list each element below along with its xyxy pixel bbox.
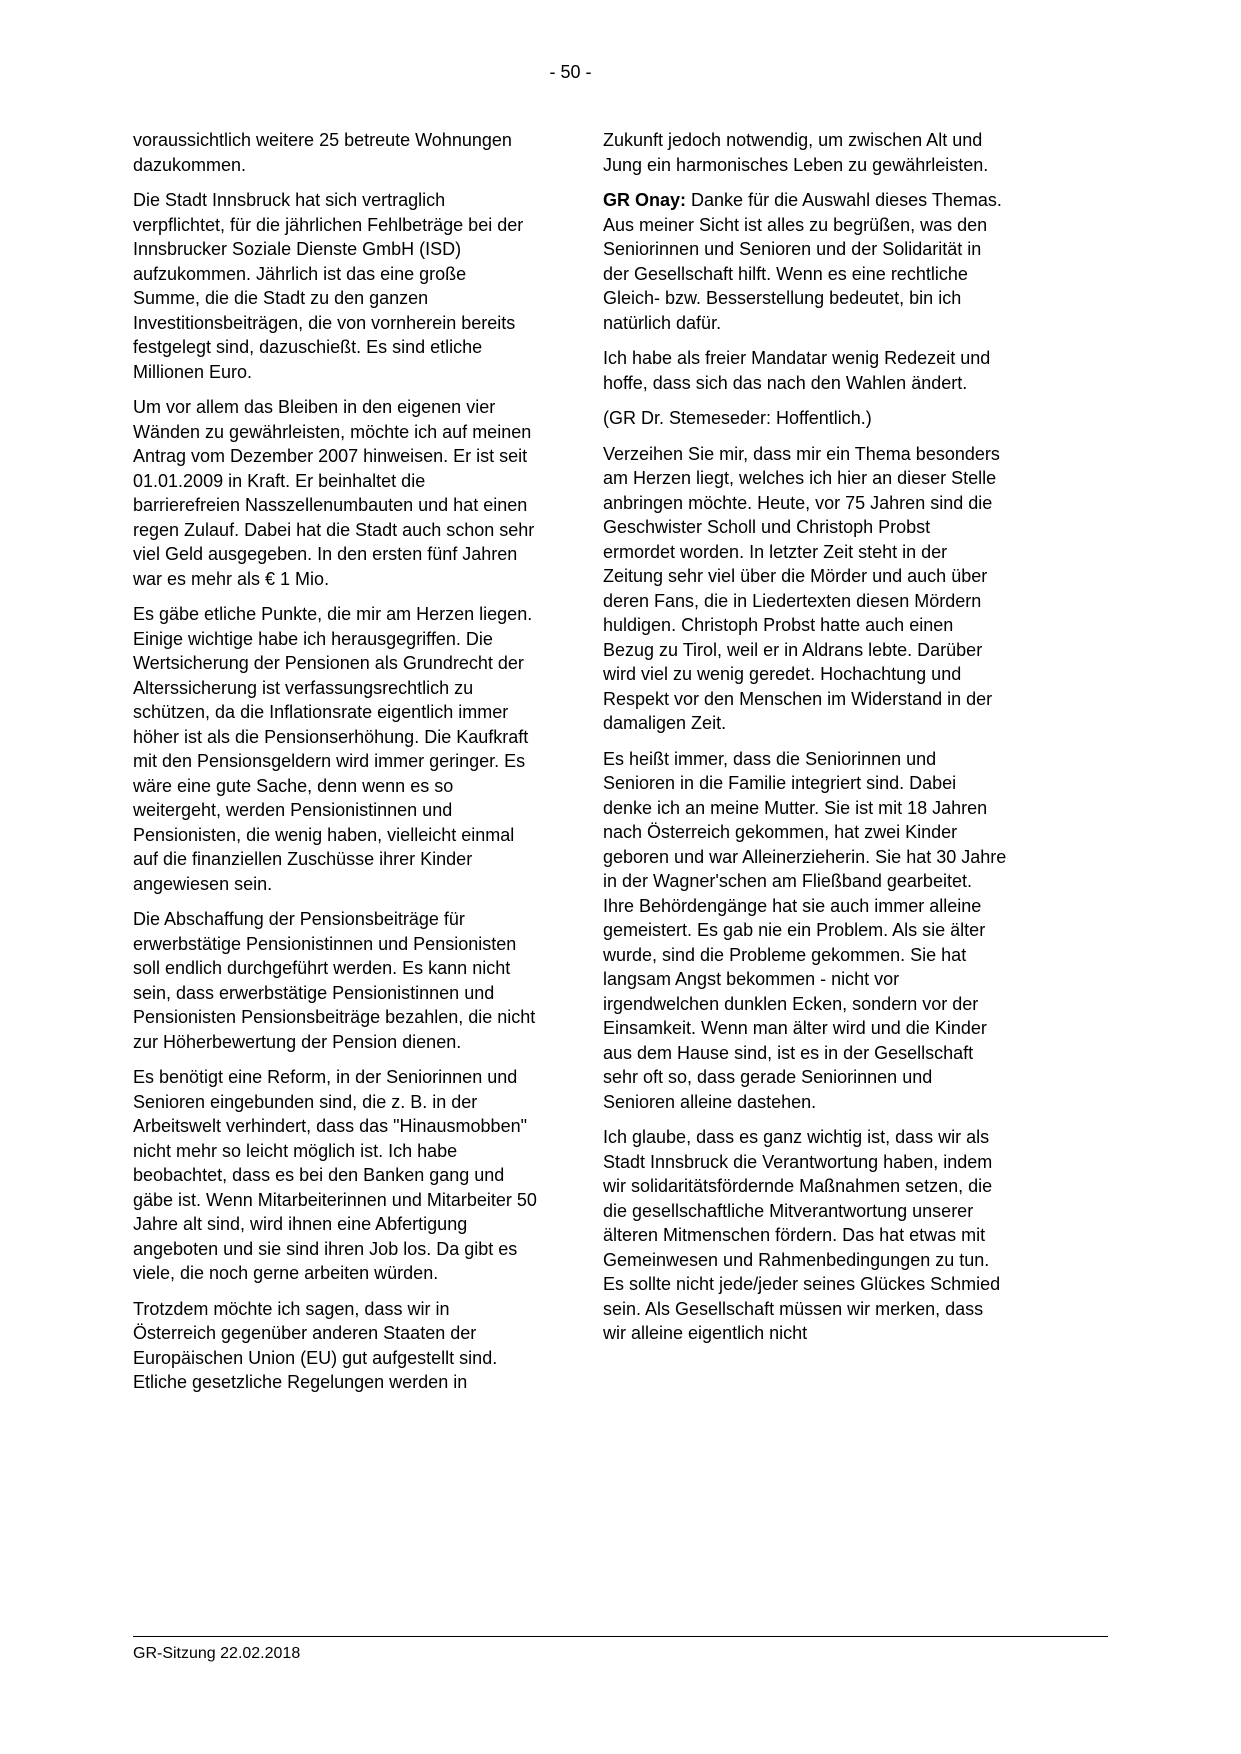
paragraph-interjection: (GR Dr. Stemeseder: Hoffentlich.) — [603, 408, 872, 428]
paragraph: Es gäbe etliche Punkte, die mir am Herzen liegen. Einige wichtige habe ich herausgegriffen. Die Wertsicherung der Pensionen als Grundrecht der Alterssicherung ist verfassungsrechtlich zu schützen, da die Inflationsrate eigentlich immer höher ist als die Pensionserhöhung. Die Kaufkraft mit den Pensionsgeldern wird immer geringer. Es wäre eine gute Sache, denn wenn es so weitergeht, werden Pensionistinnen und Pensionisten, die wenig haben, vielleicht einmal auf die finanziellen Zuschüsse ihrer Kinder angewiesen sein. — [133, 604, 533, 894]
paragraph: Es heißt immer, dass die Seniorinnen und Senioren in die Familie integriert sind. Dabei denke ich an meine Mutter. Sie ist mit 18 Jahren nach Österreich gekommen, hat zwei Kinder geboren und war Alleinerzieherin. Sie hat 30 Jahre in der Wagner'schen am Fließband gearbeitet. Ihre Behördengänge hat sie auch immer alleine gemeistert. Es gab nie ein Problem. Als sie älter wurde, sind die Probleme gekommen. Sie hat langsam Angst bekommen - nicht vor irgendwelchen dunklen Ecken, sondern vor der Einsamkeit. Wenn man älter wird und die Kinder aus dem Hause sind, ist es in der Gesellschaft sehr oft so, dass gerade Seniorinnen und Senioren alleine dastehen. — [603, 748, 1007, 1112]
paragraph: Verzeihen Sie mir, dass mir ein Thema besonders am Herzen liegt, welches ich hier an dieser Stelle anbringen möchte. Heute, vor 75 Jahren sind die Geschwister Scholl und Christoph Probst ermordet worden. In letzter Zeit steht in der Zeitung sehr viel über die Mörder und auch über deren Fans, die in Liedertexten diesen Mördern huldigen. Christoph Probst hatte auch einen Bezug zu Tirol, weil er in Aldrans lebte. Darüber wird viel zu wenig geredet. Hochachtung und Respekt vor den Menschen im Widerstand in der damaligen Zeit. — [603, 443, 1000, 733]
paragraph-speaker — [603, 188, 1007, 335]
paragraph: Ich glaube, dass es ganz wichtig ist, dass wir als Stadt Innsbruck die Verantwortung haben, indem wir solidaritätsfördernde Maßnahmen setzen, die die gesellschaftliche Mitverantwortung unserer älteren Mitmenschen fördern. Das hat etwas mit Gemeinwesen und Rahmenbedingungen zu tun. Es sollte nicht jede/jeder seines Glückes Schmied sein. Als Gesellschaft müssen wir merken, dass wir alleine eigentlich nicht — [603, 1127, 1001, 1343]
text-columns — [133, 128, 1008, 1406]
right-column — [603, 128, 1007, 1406]
left-column — [133, 128, 537, 1406]
paragraph: Es benötigt eine Reform, in der Seniorinnen und Senioren eingebunden sind, die z. B. in der Arbeitswelt verhindert, dass das "Hinausmobben" nicht mehr so leicht möglich ist. Ich habe beobachtet, dass es bei den Banken gang und gäbe ist. Wenn Mitarbeiterinnen und Mitarbeiter 50 Jahre alt sind, wird ihnen eine Abfertigung angeboten und sie sind ihren Job los. Da gibt es viele, die noch gerne arbeiten würden. — [133, 1067, 537, 1283]
speaker-name: GR Onay: — [603, 190, 687, 210]
paragraph: Die Abschaffung der Pensionsbeiträge für erwerbstätige Pensionistinnen und Pensionisten soll endlich durchgeführt werden. Es kann nicht sein, dass erwerbstätige Pensionistinnen und Pensionisten Pensionsbeiträge bezahlen, die nicht zur Höherbewertung der Pension dienen. — [133, 909, 536, 1052]
page-number: - 50 - — [549, 62, 592, 82]
paragraph: Trotzdem möchte ich sagen, dass wir in Österreich gegenüber anderen Staaten der Europäischen Union (EU) gut aufgestellt sind. Etliche gesetzliche Regelungen werden in — [133, 1298, 498, 1392]
paragraph: Zukunft jedoch notwendig, um zwischen Alt und Jung ein harmonisches Leben zu gewährleisten. — [603, 130, 989, 175]
page-footer — [133, 1636, 1108, 1664]
paragraph: Ich habe als freier Mandatar wenig Redezeit und hoffe, dass sich das nach den Wahlen ändert. — [603, 348, 991, 393]
paragraph: voraussichtlich weitere 25 betreute Wohnungen dazukommen. — [133, 130, 512, 175]
paragraph: Um vor allem das Bleiben in den eigenen vier Wänden zu gewährleisten, möchte ich auf meinen Antrag vom Dezember 2007 hinweisen. Er ist seit 01.01.2009 in Kraft. Er beinhaltet die barrierefreien Nasszellenumbauten und hat einen regen Zulauf. Dabei hat die Stadt auch schon sehr viel Geld ausgegeben. In den ersten fünf Jahren war es mehr als € 1 Mio. — [133, 397, 535, 589]
paragraph: Die Stadt Innsbruck hat sich vertraglich verpflichtet, für die jährlichen Fehlbeträge bei der Innsbrucker Soziale Dienste GmbH (ISD) aufzukommen. Jährlich ist das eine große Summe, die die Stadt zu den ganzen Investitionsbeiträgen, die von vornherein bereits festgelegt sind, dazuschießt. Es sind etliche Millionen Euro. — [133, 190, 524, 382]
footer-text: GR-Sitzung 22.02.2018 — [133, 1645, 301, 1662]
speaker-text: Danke für die Auswahl dieses Themas. Aus meiner Sicht ist alles zu begrüßen, was den Seniorinnen und Senioren und der Solidarität in der Gesellschaft hilft. Wenn es eine rechtliche Gleich- bzw. Besserstellung bedeutet, bin ich natürlich dafür. — [603, 190, 1002, 333]
